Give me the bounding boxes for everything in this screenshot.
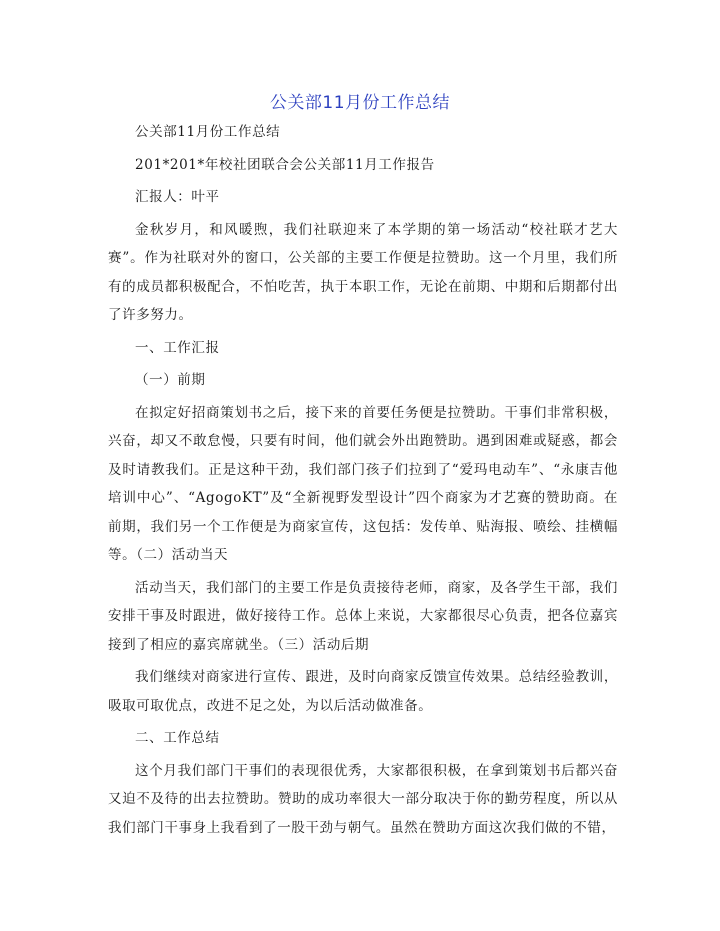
paragraph-event-day: 活动当天，我们部门的主要工作是负责接待老师，商家，及各学生干部，我们安排干事及时跟进，做好接待工作。总体上来说，大家都很尽心负责，把各位嘉宾接到了相应的嘉宾席就坐。（三）活动后期 (108, 579, 618, 653)
heading-work-summary: 二、工作总结 (135, 730, 220, 746)
paragraph-intro: 金秋岁月，和风暖煦，我们社联迎来了本学期的第一场活动“校社联才艺大赛”。作为社联对外的窗口，公关部的主要工作便是拉赞助。这一个月里，我们所有的成员都积极配合，不怕吃苦，执于本职工作，无论在前期、中期和后期都付出了许多努力。 (108, 221, 618, 323)
paragraph-early-stage: 在拟定好招商策划书之后，接下来的首要任务便是拉赞助。干事们非常积极，兴奋，却又不敢怠慢，只要有时间，他们就会外出跑赞助。遇到困难或疑惑，都会及时请教我们。正是这种干劲，我们部门孩子们拉到了“爱玛电动车”、“永康吉他培训中心”、“AgogoKT”及“全新视野发型设计”四个商家为才艺赛的赞助商。在前期，我们另一个工作便是为商家宣传，这包括：发传单、贴海报、喷绘、挂横幅等。（二）活动当天 (108, 404, 618, 563)
paragraph-reporter: 汇报人：叶平 (135, 189, 220, 205)
document-body (108, 118, 618, 846)
paragraph-late-stage: 我们继续对商家进行宣传、跟进，及时向商家反馈宣传效果。总结经验教训，吸取可取优点，改进不足之处，为以后活动做准备。 (108, 669, 618, 714)
heading-early-stage: （一）前期 (135, 372, 206, 388)
document-title: 公关部11月份工作总结 (269, 93, 451, 113)
paragraph-subtitle: 公关部11月份工作总结 (135, 124, 281, 140)
paragraph-report-title: 201*201*年校社团联合会公关部11月工作报告 (135, 156, 435, 173)
paragraph-summary: 这个月我们部门干事们的表现很优秀，大家都很积极，在拿到策划书后都兴奋又迫不及待的出去拉赞助。赞助的成功率很大一部分取决于你的勤劳程度，所以从我们部门干事身上我看到了一股干劲与朝气。虽然在赞助方面这次我们做的不错， (108, 762, 618, 836)
heading-work-report: 一、工作汇报 (135, 339, 220, 356)
